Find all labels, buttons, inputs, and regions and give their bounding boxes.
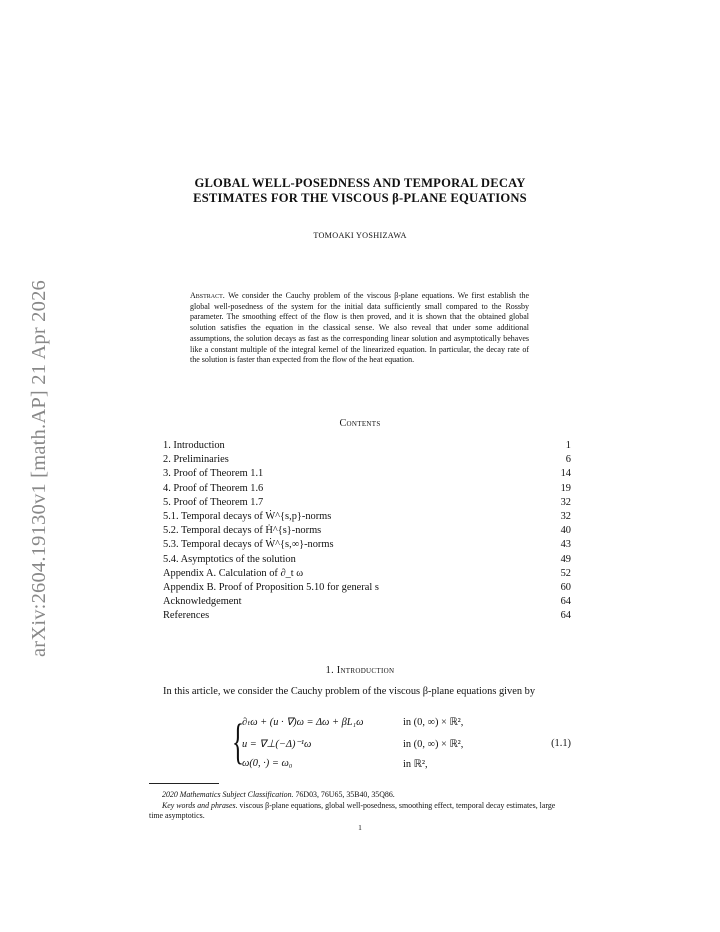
author: TOMOAKI YOSHIZAWA xyxy=(313,231,407,240)
toc-entry-page: 43 xyxy=(560,539,571,551)
arxiv-id: arXiv:2604.19130v1 [math.AP] 21 Apr 2026 xyxy=(28,280,50,657)
page-number: 1 xyxy=(358,823,362,832)
equation-number: (1.1) xyxy=(551,738,571,749)
footnotes xyxy=(149,790,571,822)
toc-entry[interactable] xyxy=(163,553,571,567)
equation-domain: in (0, ∞) × ℝ², xyxy=(403,717,464,728)
toc-entry-page: 32 xyxy=(560,496,571,508)
toc-entry-label: 2. Preliminaries xyxy=(163,454,229,466)
toc-entry-page: 19 xyxy=(560,482,571,494)
toc-entry-page: 52 xyxy=(560,567,571,579)
toc-entry-label: Appendix A. Calculation of ∂_t ω xyxy=(163,567,304,579)
equation-system xyxy=(232,713,571,774)
toc-entry[interactable] xyxy=(163,496,571,510)
arxiv-stamp xyxy=(8,242,48,657)
paper-title xyxy=(0,176,720,206)
abstract xyxy=(190,291,529,366)
footnote-kw-label: Key words and phrases. xyxy=(162,800,238,810)
footnote-msc-text: 76D03, 76U65, 35B40, 35Q86. xyxy=(295,790,395,799)
toc-entry-page: 49 xyxy=(560,553,571,565)
toc-entry-label: References xyxy=(163,610,210,622)
toc-entry[interactable] xyxy=(163,538,571,552)
toc-entry-label: 1. Introduction xyxy=(163,440,225,451)
footnote-msc-label: 2020 Mathematics Subject Classification. xyxy=(162,790,294,799)
toc-entry-page: 64 xyxy=(560,610,571,622)
abstract-text: We consider the Cauchy problem of the viscous β-plane equations. We first establish the global well-posedness of the system for the initial data sufficiently small compared to the Rossby parameter. The smoothing effect of the flow is then proved, and it is shown that the obtained global solution satisfies the equation in the classical sense. We also reveal that under some additional assumptions, the solution decays as fast as the corresponding linear solution and asymptotically behaves like a constant multiple of the integral kernel of the linearized equation. In particular, the decay rate of the solution is faster than expected from the flow of the heat equation. xyxy=(190,291,530,365)
toc-entry-label: 5.3. Temporal decays of Ẇ^{s,∞}-norms xyxy=(163,539,334,551)
toc-entry-label: Acknowledgement xyxy=(163,596,242,608)
toc-entry-label: 5.1. Temporal decays of Ẇ^{s,p}-norms xyxy=(163,510,332,522)
toc-entry[interactable] xyxy=(163,439,571,453)
toc-entry[interactable] xyxy=(163,453,571,467)
toc-entry[interactable] xyxy=(163,482,571,496)
toc-entry[interactable] xyxy=(163,467,571,481)
toc-entry-page: 40 xyxy=(560,525,571,537)
toc-entry-label: Appendix B. Proof of Proposition 5.10 for general s xyxy=(163,581,379,593)
toc-entry[interactable] xyxy=(163,595,571,609)
toc-entry-page: 1 xyxy=(565,440,571,451)
toc-entry[interactable] xyxy=(163,510,571,524)
toc-entry-page: 6 xyxy=(565,454,571,466)
toc-entry-label: 3. Proof of Theorem 1.1 xyxy=(163,468,264,480)
footnote-rule xyxy=(149,783,219,784)
abstract-label: Abstract. xyxy=(190,291,225,300)
contents-heading: Contents xyxy=(339,418,381,429)
toc-entry-label: 5.4. Asymptotics of the solution xyxy=(163,553,296,565)
title-line-1: GLOBAL WELL-POSEDNESS AND TEMPORAL DECAY xyxy=(194,176,526,190)
toc-entry[interactable] xyxy=(163,581,571,595)
table-of-contents xyxy=(163,439,571,623)
toc-entry[interactable] xyxy=(163,609,571,623)
footnote-msc xyxy=(149,790,571,801)
title-line-2: ESTIMATES FOR THE VISCOUS β-PLANE EQUATIONS xyxy=(193,191,527,205)
brace-symbol: { xyxy=(232,713,244,769)
toc-entry-label: 5.2. Temporal decays of Ḣ^{s}-norms xyxy=(163,525,322,537)
equation-lhs: u = ∇⊥(−Δ)⁻¹ω xyxy=(242,739,312,750)
intro-paragraph: In this article, we consider the Cauchy problem of the viscous β-plane equations given by xyxy=(163,686,536,697)
toc-entry-label: 5. Proof of Theorem 1.7 xyxy=(163,496,264,508)
equation-domain: in ℝ², xyxy=(403,759,428,770)
toc-entry-page: 64 xyxy=(560,596,571,608)
toc-entry[interactable] xyxy=(163,524,571,538)
footnote-kw-text: viscous β-plane equations, global well-posedness, smoothing effect, temporal decay estimates, large time asymptotics. xyxy=(149,800,556,821)
footnote-keywords xyxy=(149,801,571,822)
equation-lhs: ω(0, ·) = ω₀ xyxy=(242,758,293,769)
toc-entry-page: 60 xyxy=(560,581,571,593)
toc-entry-page: 32 xyxy=(560,510,571,522)
toc-entry-page: 14 xyxy=(560,468,571,480)
equation-lhs: ∂ₜω + (u · ∇)ω = Δω + βL₁ω xyxy=(242,717,364,728)
section-heading: 1. Introduction xyxy=(325,665,395,676)
toc-entry[interactable] xyxy=(163,567,571,581)
equation-domain: in (0, ∞) × ℝ², xyxy=(403,739,464,750)
toc-entry-label: 4. Proof of Theorem 1.6 xyxy=(163,482,264,494)
